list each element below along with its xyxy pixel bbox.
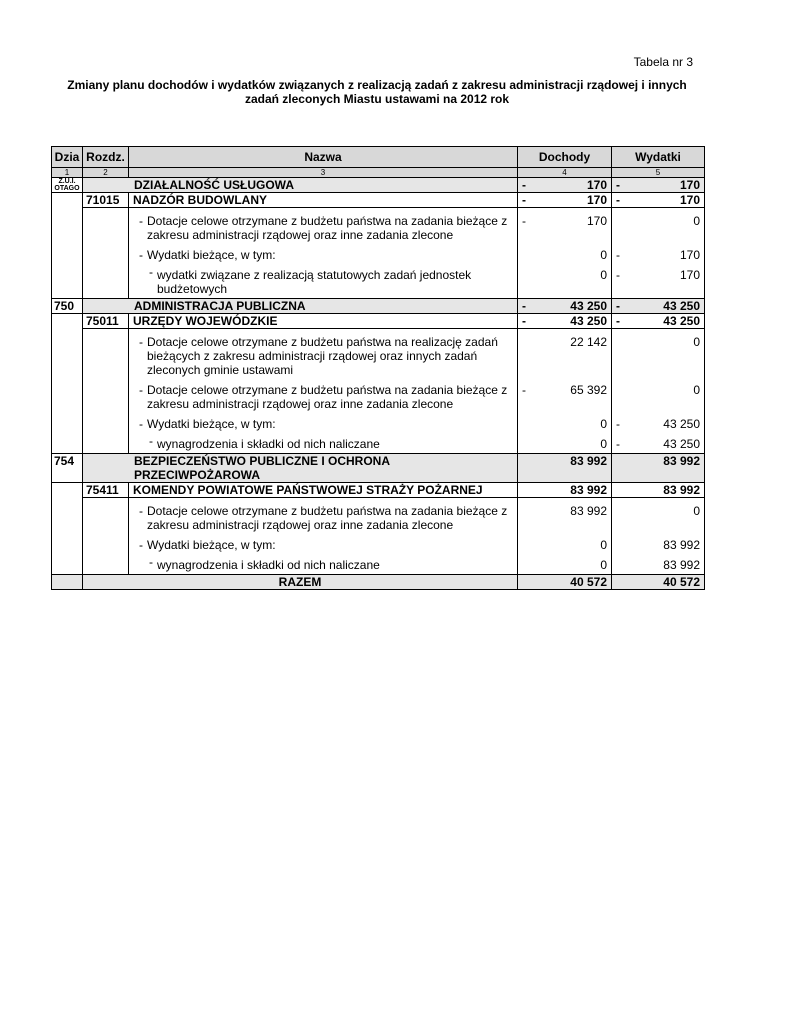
dzial-wydatki: [612, 299, 705, 314]
item-dochody-value: 0: [600, 268, 607, 282]
dzial-name: ADMINISTRACJA PUBLICZNA: [83, 299, 518, 314]
item-wydatki-value: 43 250: [663, 417, 700, 431]
item-wydatki: [612, 244, 705, 264]
item-wydatki-value: 0: [693, 504, 700, 518]
dzial-name: DZIAŁALNOŚĆ USŁUGOWA: [83, 178, 518, 193]
rozdzial-dochody-sign: -: [522, 314, 526, 328]
item-wydatki: [612, 379, 705, 413]
item-name: - Wydatki bieżące, w tym:: [133, 538, 513, 552]
item-name: - wynagrodzenia i składki od nich naliczane: [133, 558, 513, 572]
rozdzial-dochody-value: 83 992: [570, 483, 607, 497]
rozdzial-dochody-sign: -: [522, 193, 526, 207]
rozdzial-row: [52, 314, 705, 329]
item-dochody-sign: -: [522, 383, 526, 397]
dzial-dochody-sign: -: [522, 299, 526, 313]
item-dochody: [518, 244, 612, 264]
item-dochody: [518, 554, 612, 575]
rozdzial-wydatki-value: 83 992: [663, 483, 700, 497]
item-dochody-sign: -: [522, 214, 526, 228]
dzial-wydatki-sign: -: [616, 299, 620, 313]
column-number-row: [52, 168, 705, 178]
item-name: - Dotacje celowe otrzymane z budżetu państwa na realizację zadań bieżących z zakresu administracji rządowej oraz innych zadań zleconych gminie ustawami: [133, 335, 513, 377]
item-dochody-value: 0: [600, 248, 607, 262]
item-dochody-value: 170: [586, 214, 607, 228]
dzial-code: 750: [52, 299, 83, 314]
item-name-cell: [129, 413, 518, 433]
rozdzial-spacer: [83, 329, 129, 454]
item-name: - wynagrodzenia i składki od nich naliczane: [133, 437, 513, 451]
item-name-cell: [129, 264, 518, 299]
item-dochody-value: 83 992: [570, 504, 607, 518]
dzial-dochody: [518, 178, 612, 193]
dzial-code: Z.U.I. OTAGO: [52, 178, 83, 193]
rozdzial-wydatki-value: 43 250: [663, 314, 700, 328]
item-row: [52, 264, 705, 299]
dzial-row: [52, 178, 705, 193]
rozdzial-row: [52, 193, 705, 208]
item-dochody: [518, 264, 612, 299]
item-wydatki-sign: -: [616, 248, 620, 262]
header-dzial: Dzia: [52, 147, 83, 168]
item-wydatki: [612, 264, 705, 299]
item-dochody-value: 0: [600, 437, 607, 451]
item-name: - Dotacje celowe otrzymane z budżetu państwa na zadania bieżące z zakresu administracji rządowej oraz inne zadania zlecone: [133, 383, 513, 411]
item-dochody: [518, 433, 612, 454]
rozdzial-wydatki: [612, 314, 705, 329]
item-wydatki-value: 43 250: [663, 437, 700, 451]
item-row: [52, 244, 705, 264]
rozdzial-wydatki: [612, 193, 705, 208]
item-name-cell: [129, 534, 518, 554]
rozdzial-spacer: [83, 208, 129, 299]
total-blank: [52, 575, 83, 590]
total-row: [52, 575, 705, 590]
header-wydatki: Wydatki: [612, 147, 705, 168]
item-row: [52, 433, 705, 454]
rozdzial-wydatki-sign: -: [616, 314, 620, 328]
total-wydatki: 40 572: [612, 575, 705, 590]
item-wydatki-value: 0: [693, 335, 700, 349]
item-row: [52, 208, 705, 245]
item-dochody: [518, 413, 612, 433]
dzial-dochody-value: 83 992: [570, 454, 607, 468]
header-rozdz: Rozdz.: [83, 147, 129, 168]
colnum-4: 4: [518, 168, 612, 178]
rozdzial-code: 75411: [83, 483, 129, 498]
item-wydatki-value: 170: [679, 248, 700, 262]
colnum-2: 2: [83, 168, 129, 178]
item-name-cell: [129, 244, 518, 264]
item-wydatki-value: 0: [693, 214, 700, 228]
item-name-cell: [129, 554, 518, 575]
item-wydatki-sign: -: [616, 268, 620, 282]
item-wydatki: [612, 554, 705, 575]
rozdzial-code: 71015: [83, 193, 129, 208]
header-nazwa: Nazwa: [129, 147, 518, 168]
dzial-name: BEZPIECZEŃSTWO PUBLICZNE I OCHRONA PRZECIWPOŻAROWA: [83, 454, 518, 483]
item-wydatki: [612, 433, 705, 454]
item-dochody: [518, 379, 612, 413]
rozdzial-name: KOMENDY POWIATOWE PAŃSTWOWEJ STRAŻY POŻARNEJ: [129, 483, 518, 498]
item-wydatki-value: 83 992: [663, 558, 700, 572]
item-name: - Wydatki bieżące, w tym:: [133, 248, 513, 262]
total-label: RAZEM: [83, 575, 518, 590]
dzial-spacer: [52, 193, 83, 299]
item-name-cell: [129, 498, 518, 535]
colnum-1: 1: [52, 168, 83, 178]
rozdzial-name: NADZÓR BUDOWLANY: [129, 193, 518, 208]
item-wydatki-sign: -: [616, 437, 620, 451]
item-wydatki: [612, 208, 705, 245]
item-dochody: [518, 329, 612, 380]
item-name-cell: [129, 433, 518, 454]
rozdzial-wydatki-sign: -: [616, 193, 620, 207]
budget-table: [51, 146, 705, 590]
dzial-wydatki-value: 83 992: [663, 454, 700, 468]
dzial-dochody-sign: -: [522, 178, 526, 192]
rozdzial-wydatki-value: 170: [679, 193, 700, 207]
dzial-row: [52, 454, 705, 483]
dzial-spacer: [52, 483, 83, 575]
total-dochody: 40 572: [518, 575, 612, 590]
rozdzial-dochody: [518, 193, 612, 208]
item-dochody: [518, 534, 612, 554]
dzial-wydatki-sign: -: [616, 178, 620, 192]
dzial-dochody: [518, 299, 612, 314]
item-dochody: [518, 498, 612, 535]
table-body: [52, 178, 705, 575]
item-dochody: [518, 208, 612, 245]
dzial-wydatki-value: 170: [679, 178, 700, 192]
rozdzial-row: [52, 483, 705, 498]
item-row: [52, 554, 705, 575]
item-wydatki-sign: -: [616, 417, 620, 431]
colnum-3: 3: [129, 168, 518, 178]
item-row: [52, 534, 705, 554]
rozdzial-wydatki: [612, 483, 705, 498]
item-row: [52, 379, 705, 413]
dzial-row: [52, 299, 705, 314]
dzial-code: 754: [52, 454, 83, 483]
header-row: [52, 147, 705, 168]
item-wydatki-value: 83 992: [663, 538, 700, 552]
dzial-dochody: [518, 454, 612, 483]
item-row: [52, 329, 705, 380]
item-row: [52, 413, 705, 433]
item-dochody-value: 22 142: [570, 335, 607, 349]
item-row: [52, 498, 705, 535]
dzial-dochody-value: 43 250: [570, 299, 607, 313]
item-name-cell: [129, 208, 518, 245]
colnum-5: 5: [612, 168, 705, 178]
item-name-cell: [129, 379, 518, 413]
item-name: - wydatki związane z realizacją statutowych zadań jednostek budżetowych: [133, 268, 513, 296]
rozdzial-code: 75011: [83, 314, 129, 329]
item-wydatki: [612, 329, 705, 380]
table-number-label: Tabela nr 3: [633, 55, 693, 69]
item-wydatki-value: 0: [693, 383, 700, 397]
item-dochody-value: 65 392: [570, 383, 607, 397]
rozdzial-name: URZĘDY WOJEWÓDZKIE: [129, 314, 518, 329]
rozdzial-dochody: [518, 314, 612, 329]
item-dochody-value: 0: [600, 558, 607, 572]
item-wydatki-value: 170: [679, 268, 700, 282]
document-title: Zmiany planu dochodów i wydatków związanych z realizacją zadań z zakresu administracji rządowej i innych zadań zleconych Miastu ustawami na 2012 rok: [67, 78, 687, 106]
rozdzial-dochody: [518, 483, 612, 498]
dzial-wydatki: [612, 178, 705, 193]
item-name: - Dotacje celowe otrzymane z budżetu państwa na zadania bieżące z zakresu administracji rządowej oraz inne zadania zlecone: [133, 504, 513, 532]
header-dochody: Dochody: [518, 147, 612, 168]
rozdzial-dochody-value: 170: [586, 193, 607, 207]
item-name: - Dotacje celowe otrzymane z budżetu państwa na zadania bieżące z zakresu administracji rządowej oraz inne zadania zlecone: [133, 214, 513, 242]
dzial-spacer: [52, 314, 83, 454]
dzial-wydatki-value: 43 250: [663, 299, 700, 313]
item-dochody-value: 0: [600, 538, 607, 552]
rozdzial-dochody-value: 43 250: [570, 314, 607, 328]
item-wydatki: [612, 498, 705, 535]
dzial-wydatki: [612, 454, 705, 483]
item-name: - Wydatki bieżące, w tym:: [133, 417, 513, 431]
item-wydatki: [612, 413, 705, 433]
dzial-dochody-value: 170: [586, 178, 607, 192]
item-dochody-value: 0: [600, 417, 607, 431]
item-wydatki: [612, 534, 705, 554]
rozdzial-spacer: [83, 498, 129, 575]
item-name-cell: [129, 329, 518, 380]
